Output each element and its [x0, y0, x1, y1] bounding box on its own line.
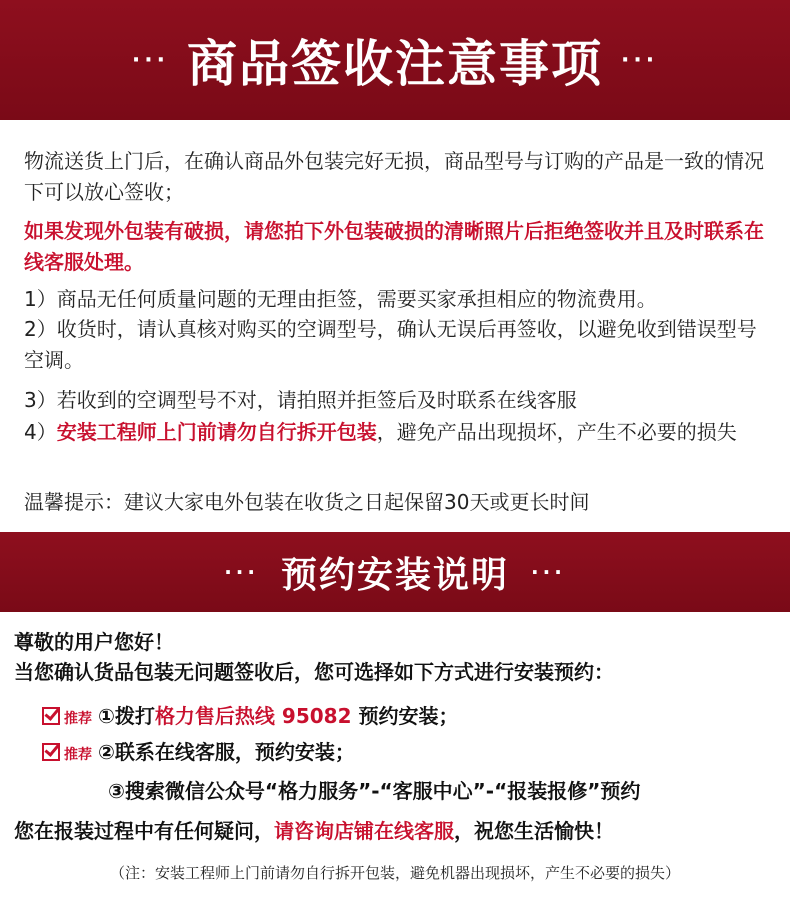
closing-text [14, 815, 784, 848]
note-item-4 [24, 417, 774, 448]
checkbox-checked-icon [42, 707, 60, 725]
closing-prefix: 您在报装过程中有任何疑问， [14, 819, 274, 843]
header-banner-signing [0, 0, 790, 120]
note-item-3: 3）若收到的空调型号不对，请拍照并拒签后及时联系在线客服 [24, 388, 577, 412]
closing-highlight: 请咨询店铺在线客服 [274, 819, 454, 843]
decor-dots-right: ··· [531, 560, 566, 584]
closing-rest: ，祝您生活愉快！ [454, 819, 614, 843]
booking-lead: 当您确认货品包装无问题签收后，您可选择如下方式进行安装预约： [14, 660, 614, 684]
banner-title-installation: 预约安装说明 [280, 554, 509, 596]
recommend-tag: 推荐 [64, 711, 92, 727]
option-online-service-text: ②联系在线客服，预约安装； [98, 740, 355, 764]
option-online-service [42, 736, 790, 772]
intro-text: 物流送货上门后，在确认商品外包装完好无损，商品型号与订购的产品是一致的情况下可以放心签收； [24, 149, 764, 204]
decor-dots-left: ··· [131, 47, 169, 73]
recommend-tag: 推荐 [64, 747, 92, 763]
decor-dots-left: ··· [224, 560, 259, 584]
damage-warning: 如果发现外包装有破损，请您拍下外包装破损的清晰照片后拒绝签收并且及时联系在线客服处理。 [24, 219, 764, 274]
note-item-4-rest: ，避免产品出现损坏，产生不必要的损失 [376, 420, 737, 444]
hotline-number: 格力售后热线 95082 [154, 704, 352, 728]
header-banner-installation [0, 532, 790, 612]
decor-dots-right: ··· [621, 47, 659, 73]
option-hotline-rest: 预约安装； [351, 704, 459, 728]
note-item-4-prefix: 4） [24, 420, 57, 444]
note-item-1: 1）商品无任何质量问题的无理由拒签，需要买家承担相应的物流费用。 [24, 287, 657, 311]
banner-title-signing: 商品签收注意事项 [187, 35, 603, 93]
option-wechat: ③搜索微信公众号“格力服务”-“客服中心”-“报装报修”预约 [108, 779, 641, 803]
checkbox-checked-icon [42, 743, 60, 761]
option-hotline-prefix: ①拨打 [98, 704, 155, 728]
note-item-2: 2）收货时，请认真核对购买的空调型号，确认无误后再签收，以避免收到错误型号空调。 [24, 317, 757, 372]
footnote: （注：安装工程师上门前请勿自行拆开包装，避免机器出现损坏，产生不必要的损失） [109, 864, 680, 882]
option-hotline [42, 700, 790, 736]
warm-tip: 温馨提示：建议大家电外包装在收货之日起保留30天或更长时间 [24, 490, 590, 514]
note-item-4-highlight: 安装工程师上门前请勿自行拆开包装 [56, 420, 377, 444]
greeting: 尊敬的用户您好！ [14, 630, 174, 654]
